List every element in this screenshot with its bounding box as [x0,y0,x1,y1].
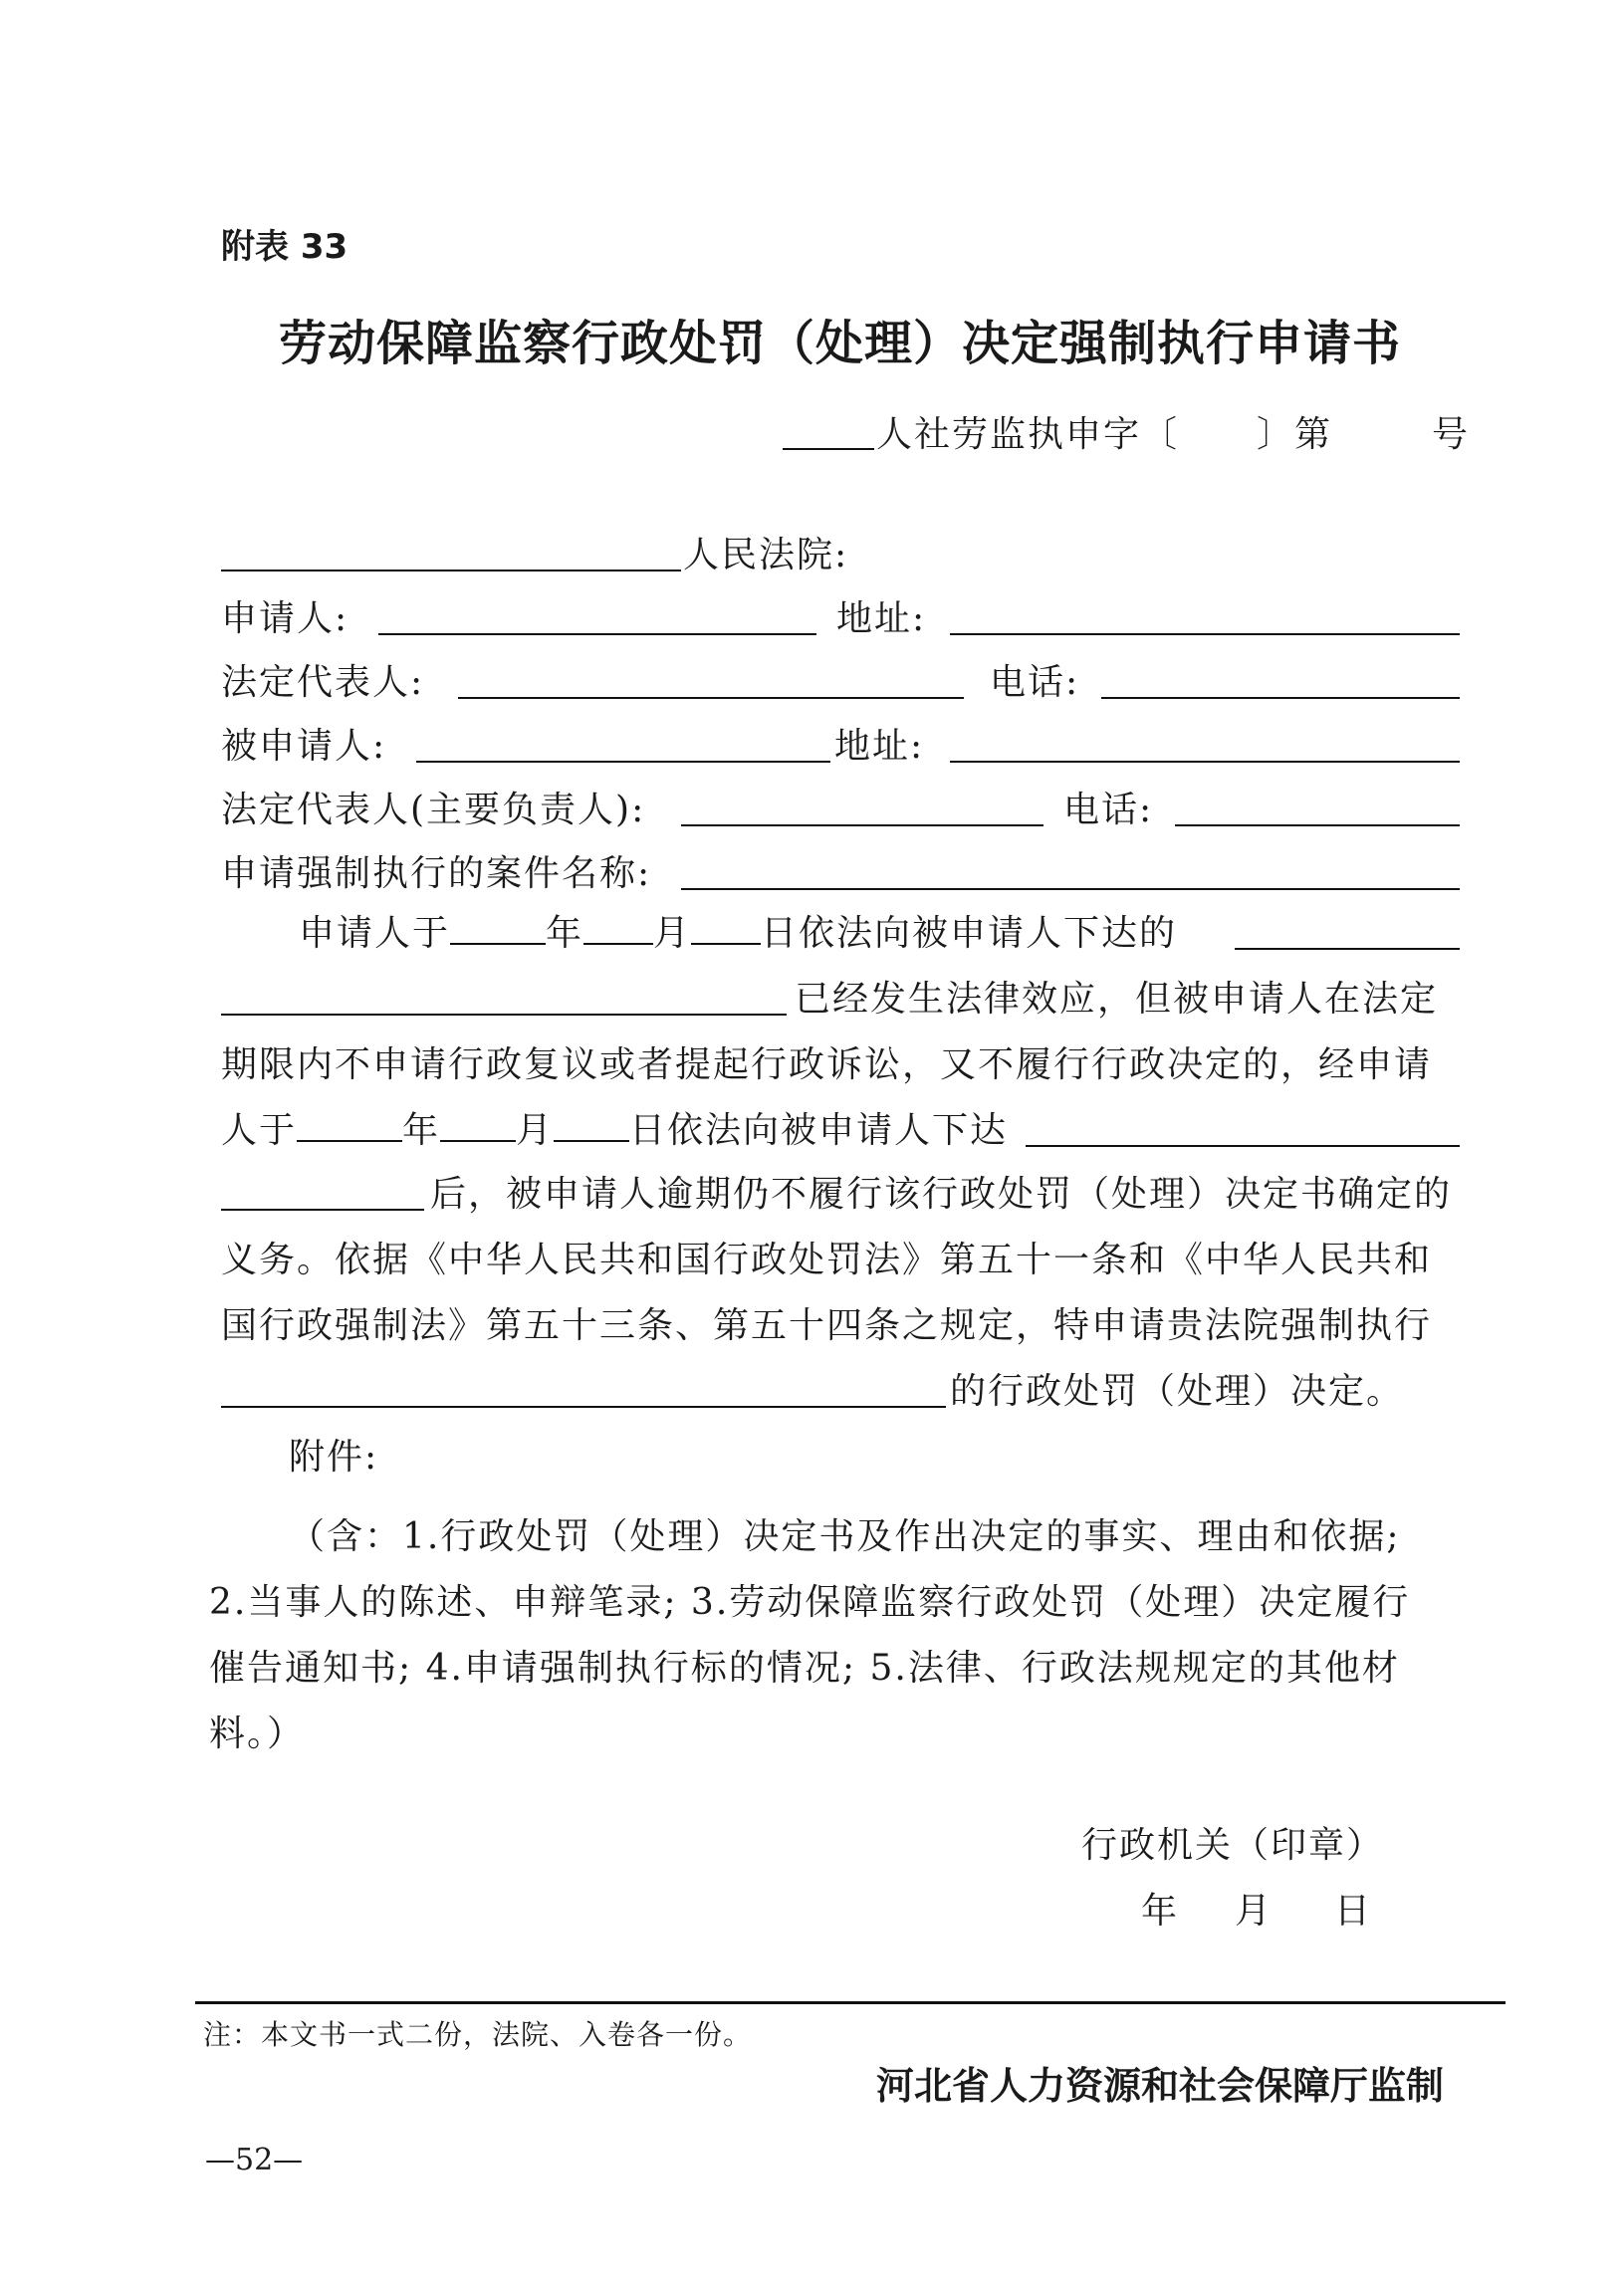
body-line-4 [221,1109,1008,1153]
date-year-blank-1[interactable] [450,913,546,945]
body-line-6: 义务。依据《中华人民共和国行政处罚法》第五十一条和《中华人民共和 [221,1240,1433,1280]
address-label-1: 地址: [836,598,927,639]
body-line-4-b: 日依法向被申请人下达 [629,1110,1009,1151]
month-label-2: 月 [516,1110,555,1151]
case-name-label: 申请强制执行的案件名称: [221,853,652,894]
respondent-phone-field[interactable] [1175,824,1460,826]
signature-day: 日 [1334,1891,1373,1932]
annex-label: 附表 33 [221,227,348,267]
notice-title-blank-2[interactable] [221,1209,424,1211]
signature-year: 年 [1141,1891,1180,1932]
page-title: 劳动保障监察行政处罚（处理）决定强制执行申请书 [279,316,1402,371]
body-line-1-b: 日依法向被申请人下达的 [761,913,1178,954]
court-name-blank[interactable] [221,570,681,571]
applicant-phone-field[interactable] [1101,697,1460,699]
attachments-line-2: 2.当事人的陈述、申辩笔录; 3.劳动保障监察行政处罚（处理）决定履行 [209,1582,1411,1623]
doc-number-close: 〕第 [1257,414,1333,455]
year-label-2: 年 [402,1110,441,1151]
court-suffix-label: 人民法院: [683,535,849,575]
body-line-2: 已经发生法律效应，但被申请人在法定 [795,979,1439,1020]
legal-rep-field[interactable] [458,697,964,699]
date-month-blank-2[interactable] [440,1110,516,1142]
issuer-label: 河北省人力资源和社会保障厅监制 [876,2064,1445,2108]
body-line-4-a: 人于 [221,1110,298,1151]
page-number: —52— [205,2143,304,2177]
respondent-field[interactable] [416,761,830,763]
respondent-rep-label: 法定代表人(主要负责人): [221,790,646,830]
address-label-2: 地址: [834,726,925,767]
doc-number-mid: 人社劳监执申字〔 [876,414,1180,455]
decision-title-blank-2[interactable] [221,1014,787,1016]
issuing-authority-seal: 行政机关（印章） [1081,1825,1385,1866]
date-day-blank-1[interactable] [691,913,761,945]
body-line-1 [299,912,1177,956]
body-line-8: 的行政处罚（处理）决定。 [950,1371,1405,1412]
year-label-1: 年 [546,913,584,954]
footer-note: 注：本文书一式二份，法院、入卷各一份。 [203,2018,753,2051]
applicant-label: 申请人: [221,598,349,639]
attachments-line-1: （含：1.行政处罚（处理）决定书及作出决定的事实、理由和依据; [289,1516,1401,1557]
date-day-blank-2[interactable] [554,1110,629,1142]
applicant-address-field[interactable] [950,633,1460,635]
date-year-blank-2[interactable] [297,1110,402,1142]
body-line-1-a: 申请人于 [299,913,451,954]
attachments-label: 附件: [289,1437,379,1478]
decision-blank-3[interactable] [221,1406,946,1408]
legal-rep-label: 法定代表人: [221,662,425,703]
signature-month: 月 [1235,1891,1274,1932]
case-name-field[interactable] [681,888,1460,890]
doc-number-prefix-blank[interactable] [783,448,874,450]
attachments-line-3: 催告通知书; 4.申请强制执行标的情况; 5.法律、行政法规规定的其他材 [209,1648,1400,1689]
attachments-line-4: 料。） [209,1714,306,1754]
doc-number-tail: 号 [1432,414,1471,455]
respondent-address-field[interactable] [950,761,1460,763]
body-line-3: 期限内不申请行政复议或者提起行政诉讼，又不履行行政决定的，经申请 [221,1044,1433,1085]
decision-title-blank-1[interactable] [1235,948,1460,950]
applicant-field[interactable] [378,633,816,635]
month-label-1: 月 [653,913,692,954]
notice-title-blank-1[interactable] [1026,1145,1460,1147]
respondent-rep-field[interactable] [681,824,1044,826]
date-month-blank-1[interactable] [583,913,653,945]
footer-divider [195,2001,1506,2004]
body-line-5: 后，被申请人逾期仍不履行该行政处罚（处理）决定书确定的 [430,1174,1453,1215]
phone-label-1: 电话: [990,662,1080,703]
respondent-label: 被申请人: [221,726,387,767]
body-line-7: 国行政强制法》第五十三条、第五十四条之规定，特申请贵法院强制执行 [221,1305,1433,1346]
phone-label-2: 电话: [1063,790,1154,830]
